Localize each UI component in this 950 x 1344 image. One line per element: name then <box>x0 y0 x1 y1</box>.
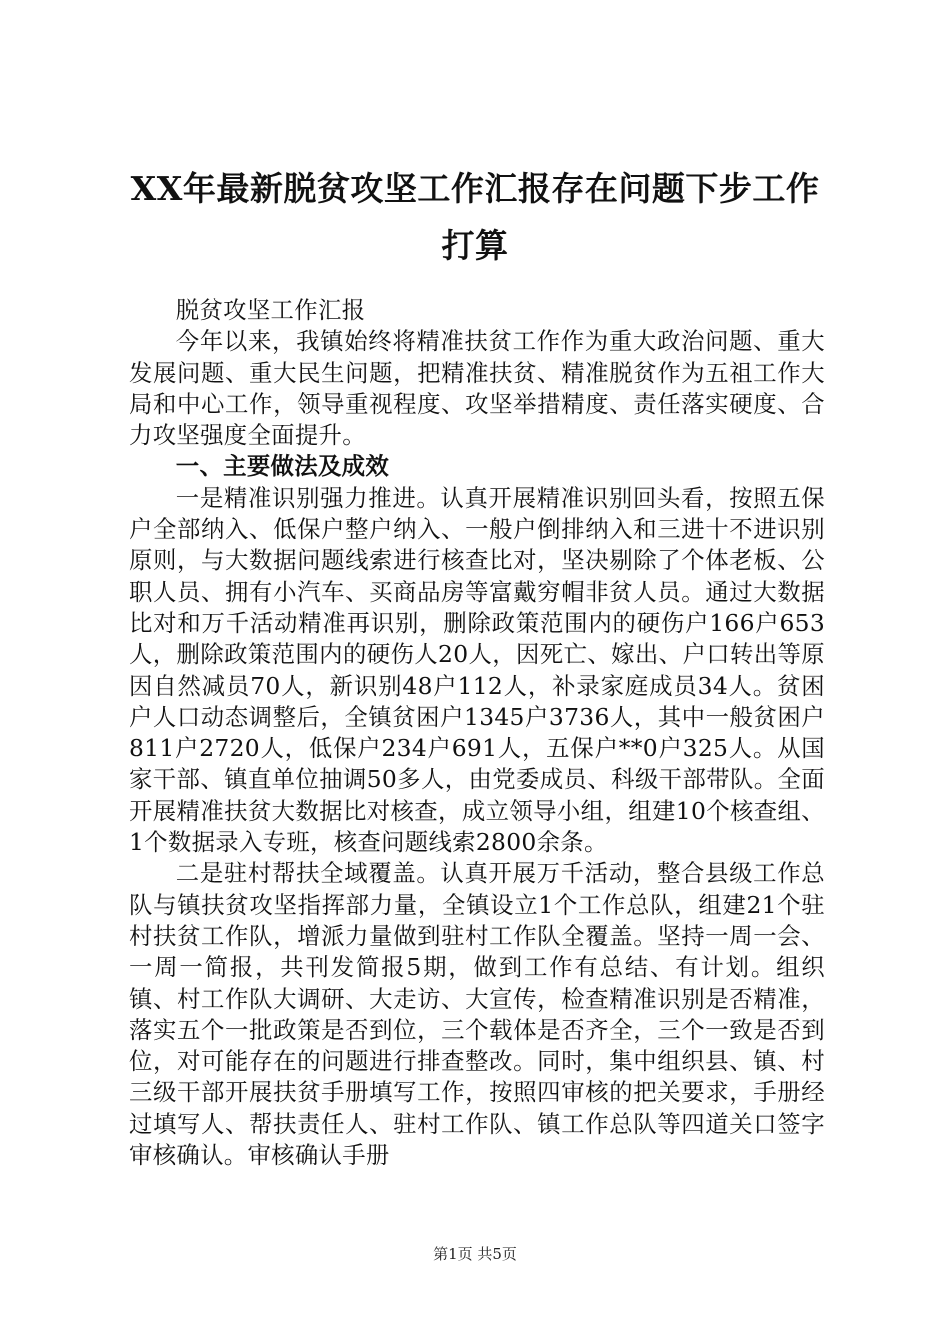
page-footer: 第1页 共5页 <box>433 1245 517 1263</box>
document-body <box>129 295 825 1171</box>
section-heading: 一、主要做法及成效 <box>175 452 390 481</box>
paragraph-subtitle: 脱贫攻坚工作汇报 <box>175 296 366 324</box>
paragraph-precise-identification: 一是精准识别强力推进。认真开展精准识别回头看，按照五保户全部纳入、低保户整户纳入、一般户倒排纳入和三进十不进识别原则，与大数据问题线索进行核查比对，坚决剔除了个体老板、公职人员、拥有小汽车、买商品房等富戴穷帽非贫人员。通过大数据比对和万千活动精准再识别，删除政策范围内的硬伤户166户653人，删除政策范围内的硬伤人20人，因死亡、嫁出、户口转出等原因自然减员70人，新识别48户112人，补录家庭成员34人。贫困户人口动态调整后，全镇贫困户1345户3736人，其中一般贫困户811户2720人，低保户234户691人，五保户**0户325人。从国家干部、镇直单位抽调50多人，由党委成员、科级干部带队。全面开展精准扶贫大数据比对核查，成立领导小组，组建10个核查组、1个数据录入专班，核查问题线索2800余条。 <box>129 483 825 857</box>
document-title: XX年最新脱贫攻坚工作汇报存在问题下步工作打算 <box>130 169 820 265</box>
paragraph-village-assistance: 二是驻村帮扶全域覆盖。认真开展万千活动，整合县级工作总队与镇扶贫攻坚指挥部力量，全镇设立1个工作总队，组建21个驻村扶贫工作队，增派力量做到驻村工作队全覆盖。坚持一周一会、一周一简报，共刊发简报5期，做到工作有总结、有计划。组织镇、村工作队大调研、大走访、大宣传，检查精准识别是否精准，落实五个一批政策是否到位，三个载体是否齐全，三个一致是否到位，对可能存在的问题进行排查整改。同时，集中组织县、镇、村三级干部开展扶贫手册填写工作，按照四审核的把关要求，手册经过填写人、帮扶责任人、驻村工作队、镇工作总队等四道关口签字审核确认。审核确认手册 <box>129 859 825 1170</box>
paragraph-intro: 今年以来，我镇始终将精准扶贫工作作为重大政治问题、重大发展问题、重大民生问题，把精准扶贫、精准脱贫作为五祖工作大局和中心工作，领导重视程度、攻坚举措精度、责任落实硬度、合力攻坚强度全面提升。 <box>129 327 825 450</box>
